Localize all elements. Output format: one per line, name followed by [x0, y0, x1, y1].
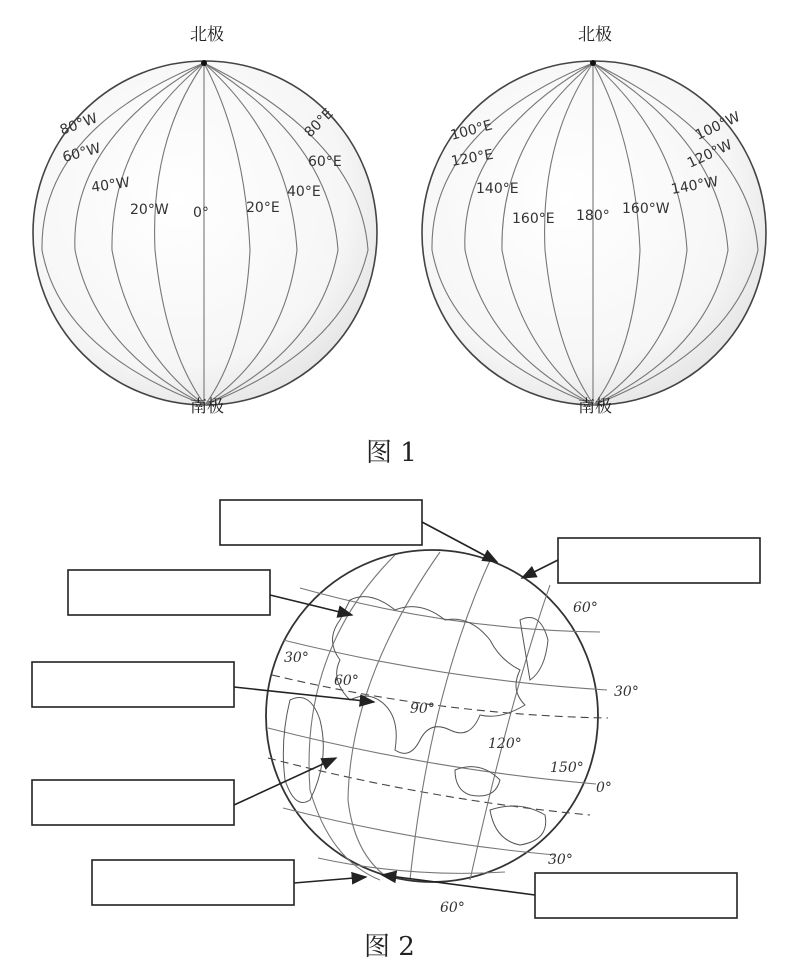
meridian-label: 40°E: [287, 184, 321, 200]
globe-outline: [422, 61, 766, 405]
longitude-label: 30°: [284, 650, 309, 666]
south-pole-label: 南极: [578, 397, 612, 417]
answer-box-2[interactable]: [558, 538, 760, 583]
latitude-label: 30°: [548, 852, 573, 868]
figure1-caption: 图 1: [366, 438, 417, 468]
longitude-label: 150°: [550, 760, 584, 776]
meridian-label: 180°: [576, 208, 610, 224]
meridian-label: 80°E: [301, 105, 337, 141]
meridian-label: 120°E: [449, 146, 495, 170]
answer-box-1[interactable]: [220, 500, 422, 545]
meridian-label: 60°E: [308, 154, 342, 170]
meridian-label: 100°E: [448, 117, 495, 144]
answer-box-6[interactable]: [92, 860, 294, 905]
arrow: [294, 877, 366, 883]
meridian-label: 60°W: [60, 140, 103, 166]
figure1-right-globe: [422, 25, 766, 417]
north-pole-point: [201, 60, 207, 66]
north-pole-label: 北极: [190, 25, 224, 45]
north-pole-point: [590, 60, 596, 66]
meridian-label: 160°W: [622, 201, 670, 217]
answer-box-5[interactable]: [32, 780, 234, 825]
meridian-label: 40°W: [90, 174, 131, 196]
latitude-label: 60°: [573, 600, 598, 616]
meridian-label: 160°E: [512, 211, 555, 227]
south-pole-label: 南极: [190, 397, 224, 417]
figure2-caption: 图 2: [364, 932, 415, 962]
longitude-label: 60°: [334, 673, 359, 689]
answer-box-3[interactable]: [68, 570, 270, 615]
answer-box-4[interactable]: [32, 662, 234, 707]
latitude-label: 60°: [440, 900, 465, 916]
figure1-left-globe: [33, 25, 377, 417]
meridian-label: 80°W: [57, 110, 100, 139]
meridian-label: 100°W: [692, 109, 743, 144]
meridian-label: 0°: [193, 205, 209, 221]
meridian-label: 20°E: [246, 200, 280, 216]
figure2-globe: [266, 550, 639, 916]
answer-box-7[interactable]: [535, 873, 737, 918]
meridian-label: 140°W: [669, 173, 720, 198]
meridian-label: 140°E: [476, 181, 519, 197]
north-pole-label: 北极: [578, 25, 612, 45]
meridian-label: 20°W: [130, 202, 169, 218]
latitude-label: 30°: [614, 684, 639, 700]
arrow: [522, 560, 558, 578]
meridian-label: 120°W: [684, 137, 735, 172]
latitude-label: 0°: [596, 780, 612, 796]
longitude-label: 120°: [488, 736, 522, 752]
longitude-label: 90°: [410, 701, 435, 717]
